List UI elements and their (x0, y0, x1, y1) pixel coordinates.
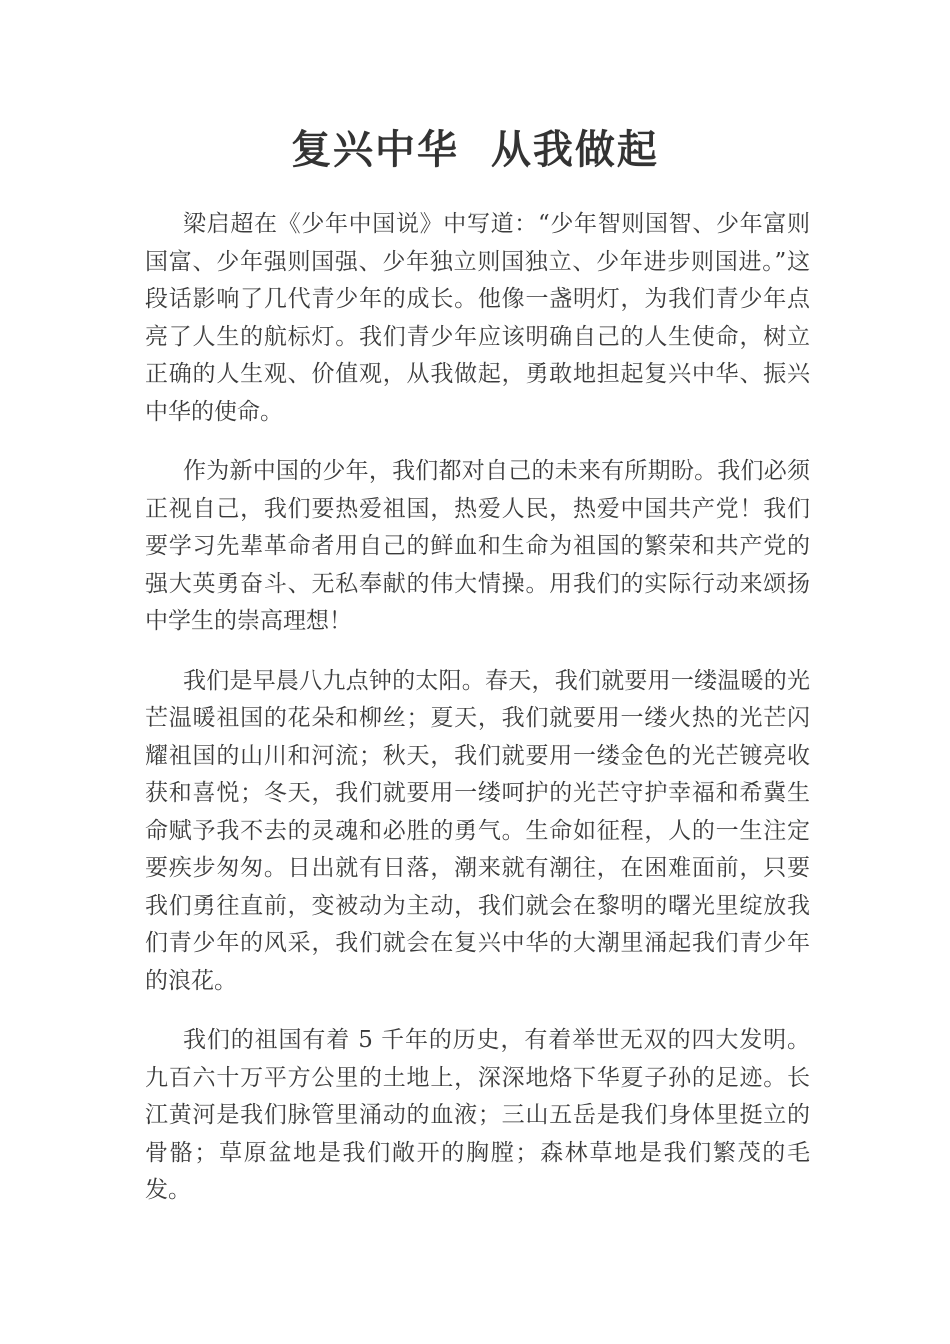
document-body (145, 206, 810, 1232)
paragraph-2: 作为新中国的少年，我们都对自己的未来有所期盼。我们必须正视自己，我们要热爱祖国，热爱人民，热爱中国共产党！我们要学习先辈革命者用自己的鲜血和生命为祖国的繁荣和共产党的强大英勇奋斗、无私奉献的伟大情操。用我们的实际行动来颂扬中学生的崇高理想！ (145, 458, 810, 634)
paragraph-1: 梁启超在《少年中国说》中写道：“少年智则国智、少年富则国富、少年强则国强、少年独立则国独立、少年进步则国进。”这段话影响了几代青少年的成长。他像一盏明灯，为我们青少年点亮了人生的航标灯。我们青少年应该明确自己的人生使命，树立正确的人生观、价值观，从我做起，勇敢地担起复兴中华、振兴中华的使命。 (145, 211, 810, 425)
document-title: 复兴中华 从我做起 (291, 126, 659, 173)
paragraph-3: 我们是早晨八九点钟的太阳。春天，我们就要用一缕温暖的光芒温暖祖国的花朵和柳丝；夏天，我们就要用一缕火热的光芒闪耀祖国的山川和河流；秋天，我们就要用一缕金色的光芒镀亮收获和喜悦；冬天，我们就要用一缕呵护的光芒守护幸福和希冀生命赋予我不去的灵魂和必胜的勇气。生命如征程，人的一生注定要疾步匆匆。日出就有日落，潮来就有潮往，在困难面前，只要我们勇往直前，变被动为主动，我们就会在黎明的曙光里绽放我们青少年的风采，我们就会在复兴中华的大潮里涌起我们青少年的浪花。 (145, 667, 810, 994)
paragraph-4: 我们的祖国有着 5 千年的历史，有着举世无双的四大发明。九百六十万平方公里的土地上，深深地烙下华夏子孙的足迹。长江黄河是我们脉管里涌动的血液；三山五岳是我们身体里挺立的骨骼；草原盆地是我们敞开的胸膛；森林草地是我们繁茂的毛发。 (145, 1027, 810, 1203)
